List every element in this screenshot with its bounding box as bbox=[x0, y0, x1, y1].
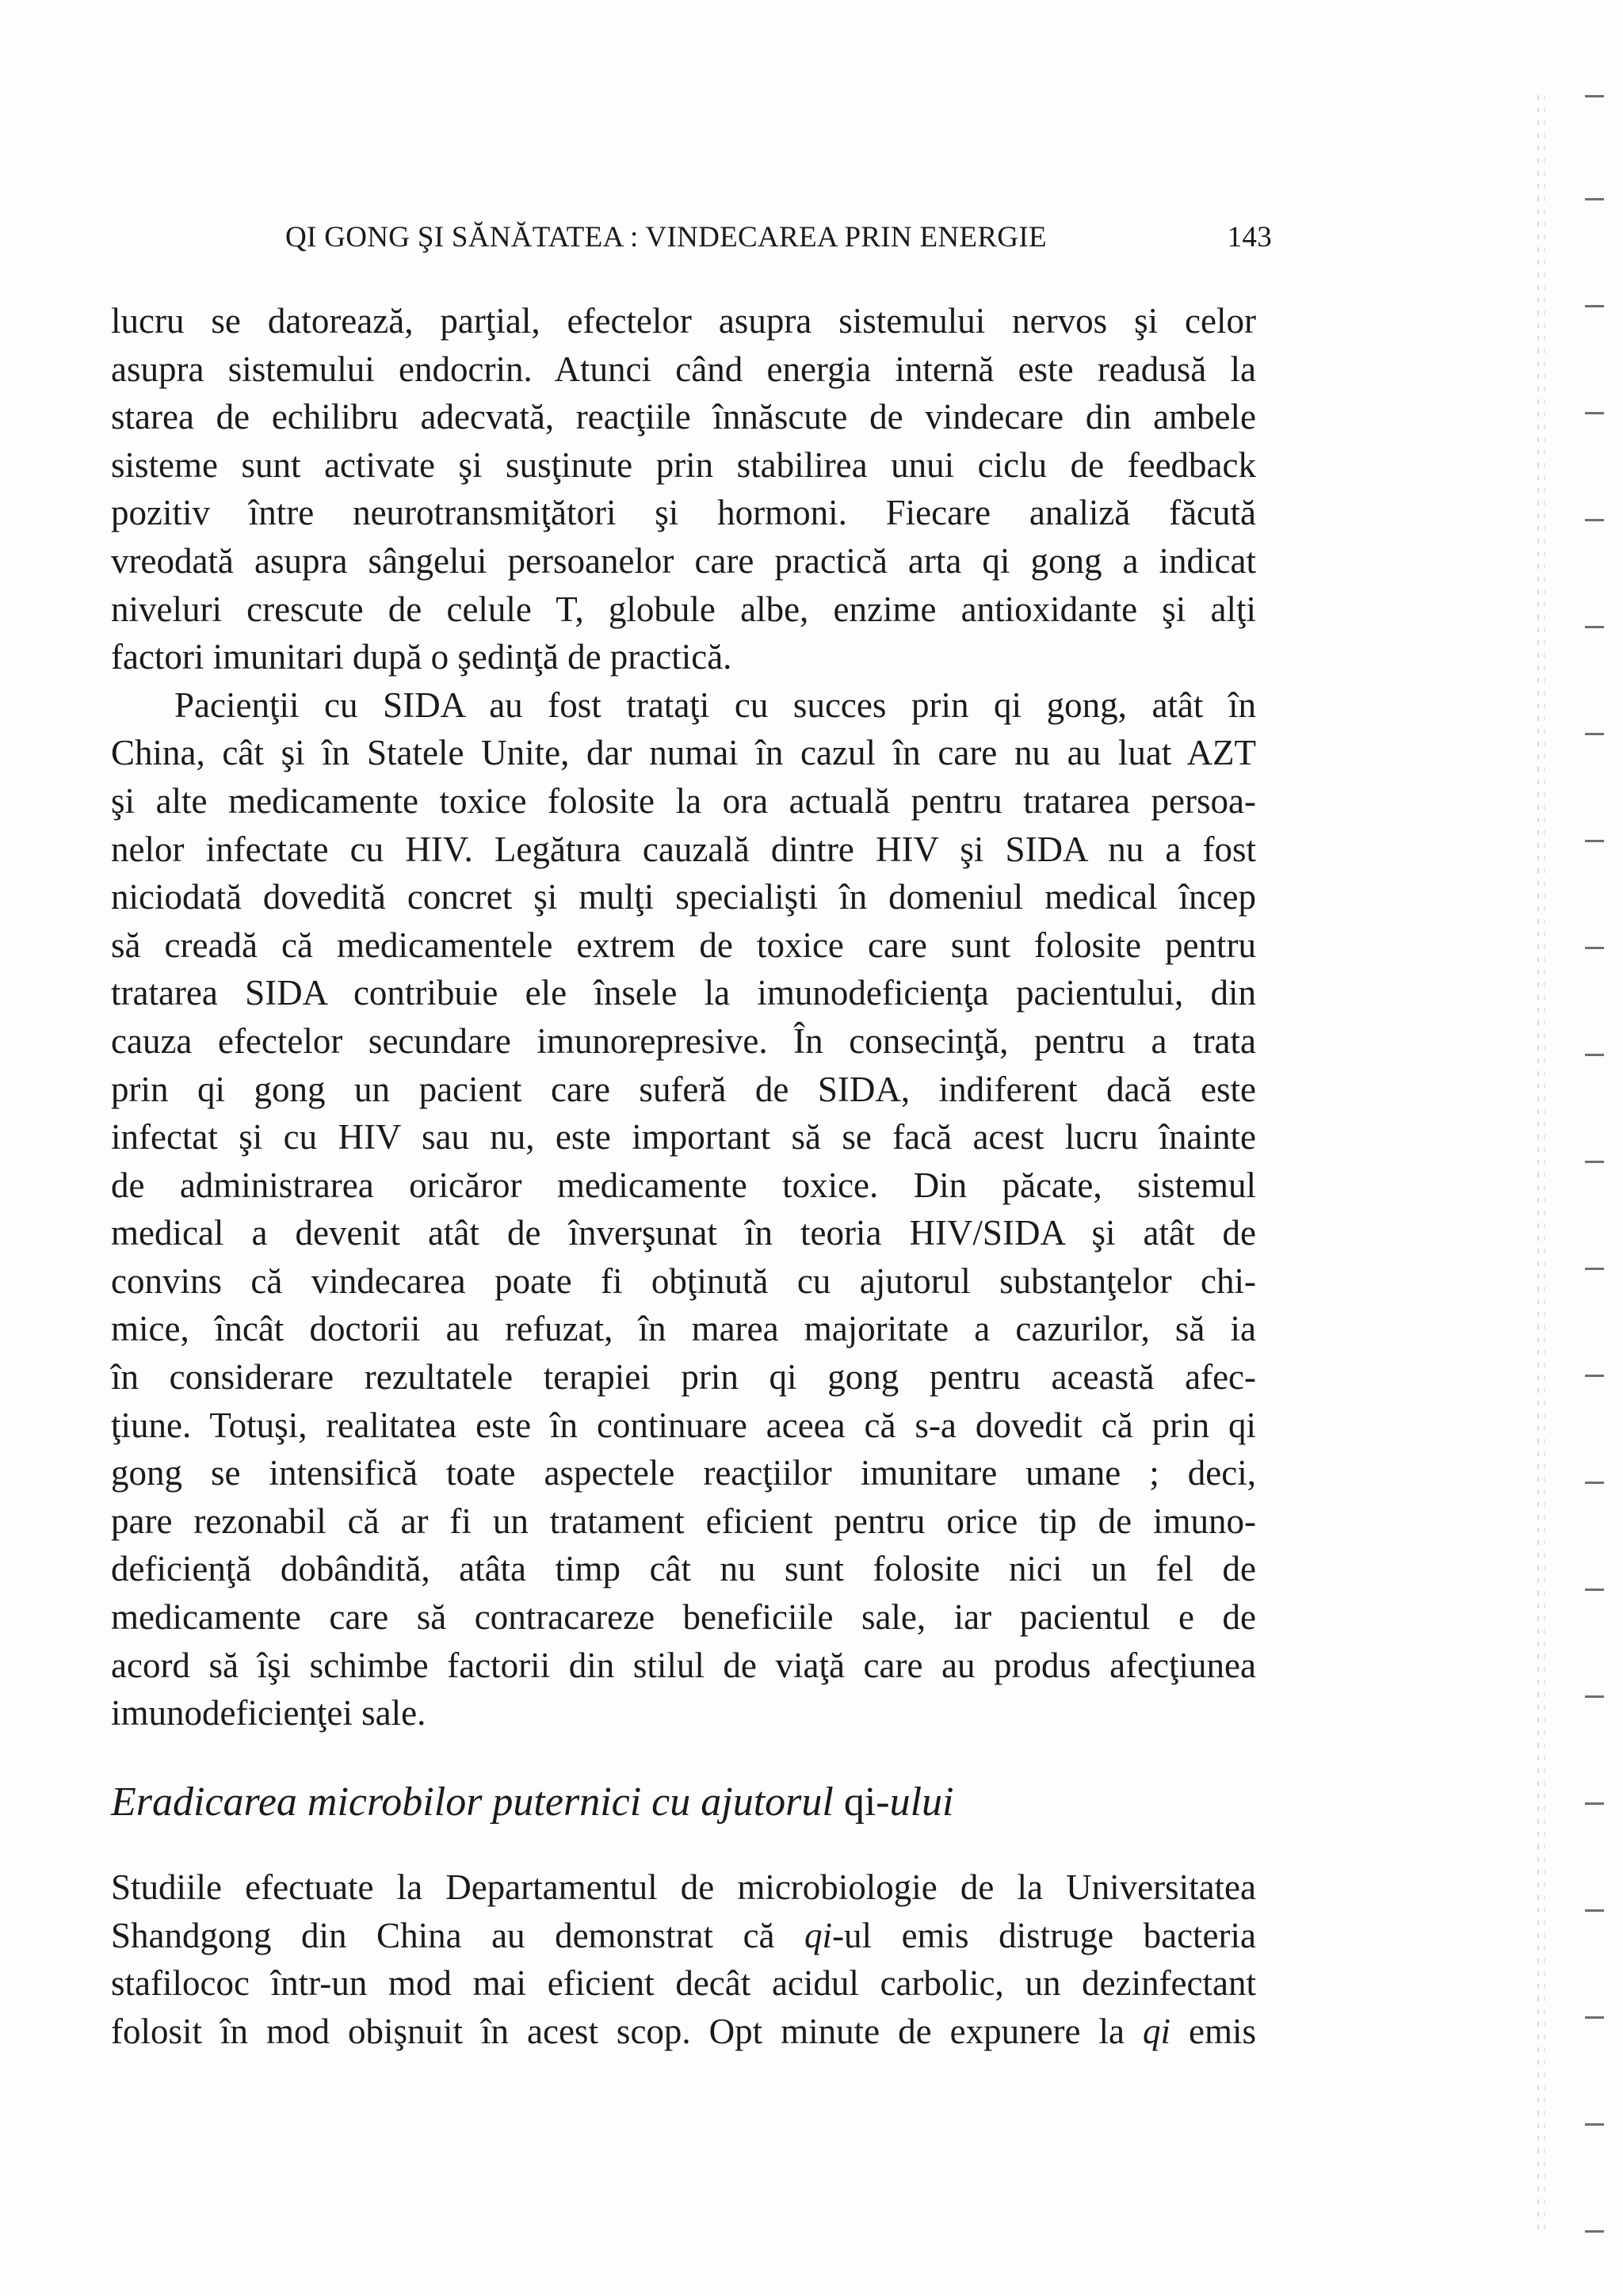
text-line: infectat şi cu HIV sau nu, este important să se facă acest lucru înainte bbox=[111, 1117, 1256, 1158]
italic-term: qi bbox=[804, 1915, 833, 1955]
scan-margin-mark bbox=[1585, 1695, 1604, 1698]
text-run: Shandgong din China au demonstrat că bbox=[111, 1915, 805, 1955]
text-line: vreodată asupra sângelui persoanelor care practică arta qi gong a indicat bbox=[111, 540, 1256, 581]
scan-margin-mark bbox=[1585, 412, 1604, 414]
scan-margin-mark bbox=[1585, 95, 1604, 97]
text-line: în considerare rezultatele terapiei prin qi gong pentru această afec- bbox=[111, 1357, 1256, 1398]
section-paragraph bbox=[111, 1863, 1256, 2055]
text-line bbox=[111, 1912, 1256, 1960]
text-line: medical a devenit atât de înverşunat în teoria HIV/SIDA şi atât de bbox=[111, 1213, 1256, 1253]
scan-margin-mark bbox=[1585, 1375, 1604, 1377]
text-line: mice, încât doctorii au refuzat, în marea majoritate a cazurilor, să ia bbox=[111, 1309, 1256, 1349]
text-run: stafilococ într-un mod mai eficient decât acidul carbolic, un dezinfectant bbox=[111, 1963, 1256, 2004]
scan-margin-mark bbox=[1585, 2016, 1604, 2019]
text-line: pozitiv între neurotransmiţători şi hormoni. Fiecare analiză făcută bbox=[111, 493, 1256, 533]
text-line: niciodată dovedită concret şi mulţi specialişti în domeniul medical încep bbox=[111, 877, 1256, 917]
text-line: prin qi gong un pacient care suferă de SIDA, indiferent dacă este bbox=[111, 1069, 1256, 1109]
text-line bbox=[111, 1959, 1256, 2008]
text-run: -ul emis distruge bacteria bbox=[832, 1915, 1256, 1955]
text-line: convins că vindecarea poate fi obţinută cu ajutorul substanţelor chi- bbox=[111, 1261, 1256, 1301]
text-line: pare rezonabil că ar fi un tratament eficient pentru orice tip de imuno- bbox=[111, 1501, 1256, 1541]
scan-margin-mark bbox=[1585, 626, 1604, 628]
text-line: nelor infectate cu HIV. Legătura cauzală dintre HIV şi SIDA nu a fost bbox=[111, 829, 1256, 869]
text-line bbox=[111, 1863, 1256, 1912]
scan-margin-mark bbox=[1585, 2123, 1604, 2126]
text-line: de administrarea oricăror medicamente toxice. Din păcate, sistemul bbox=[111, 1165, 1256, 1205]
text-line: factori imunitari după o şedinţă de practică. bbox=[111, 637, 732, 677]
text-line: asupra sistemului endocrin. Atunci când energia internă este readusă la bbox=[111, 349, 1256, 389]
page-number: 143 bbox=[1227, 221, 1272, 254]
text-line: ţiune. Totuşi, realitatea este în continuare aceea că s-a dovedit că prin qi bbox=[111, 1405, 1256, 1445]
scan-margin-marks bbox=[1585, 0, 1617, 2296]
section-heading-term: qi bbox=[843, 1779, 876, 1825]
text-run: Studiile efectuate la Departamentul de microbiologie de la Universitatea bbox=[111, 1867, 1256, 1907]
text-line: Pacienţii cu SIDA au fost trataţi cu succes prin qi gong, atât în bbox=[174, 685, 1256, 725]
scan-margin-mark bbox=[1585, 1589, 1604, 1591]
paragraph bbox=[111, 297, 1256, 681]
scan-margin-mark bbox=[1585, 1909, 1604, 1912]
scan-margin-mark bbox=[1585, 840, 1604, 842]
scan-margin-mark bbox=[1585, 733, 1604, 735]
scan-margin-mark bbox=[1585, 1054, 1604, 1056]
running-title: QI GONG ŞI SĂNĂTATEA : VINDECAREA PRIN ENERGIE bbox=[285, 221, 1047, 254]
text-line: starea de echilibru adecvată, reacţiile înnăscute de vindecare din ambele bbox=[111, 397, 1256, 437]
text-line: cauza efectelor secundare imunorepresive. În consecinţă, pentru a trata bbox=[111, 1020, 1256, 1061]
scan-margin-mark bbox=[1585, 1802, 1604, 1805]
scan-margin-mark bbox=[1585, 1161, 1604, 1163]
text-line bbox=[111, 2008, 1256, 2056]
scan-margin-mark bbox=[1585, 1482, 1604, 1484]
scan-margin-shadow bbox=[1544, 95, 1545, 2234]
section-heading-text: Eradicarea microbilor puternici cu ajutorul bbox=[111, 1779, 844, 1825]
text-line: gong se intensifică toate aspectele reacţiilor imunitare umane ; deci, bbox=[111, 1453, 1256, 1493]
text-line: tratarea SIDA contribuie ele însele la imunodeficienţa pacientului, din bbox=[111, 973, 1256, 1013]
text-line: medicamente care să contracareze beneficiile sale, iar pacientul e de bbox=[111, 1597, 1256, 1638]
scan-margin-mark bbox=[1585, 519, 1604, 521]
paragraph bbox=[111, 681, 1256, 1737]
text-line: acord să îşi schimbe factorii din stilul de viaţă care au produs afecţiunea bbox=[111, 1645, 1256, 1685]
text-line: China, cât şi în Statele Unite, dar numai în cazul în care nu au luat AZT bbox=[111, 733, 1256, 773]
scan-margin-shadow bbox=[1537, 95, 1539, 2234]
text-run: folosit în mod obişnuit în acest scop. Opt minute de expunere la bbox=[111, 2011, 1143, 2051]
scan-margin-mark bbox=[1585, 305, 1604, 307]
section-heading bbox=[111, 1779, 954, 1825]
scan-margin-mark bbox=[1585, 198, 1604, 200]
scan-margin-mark bbox=[1585, 1268, 1604, 1270]
text-line: niveluri crescute de celule T, globule albe, enzime antioxidante şi alţi bbox=[111, 589, 1256, 629]
text-line: şi alte medicamente toxice folosite la ora actuală pentru tratarea persoa- bbox=[111, 780, 1256, 821]
text-line: lucru se datorează, parţial, efectelor asupra sistemului nervos şi celor bbox=[111, 301, 1256, 341]
body-text bbox=[111, 297, 1256, 1737]
text-run: emis bbox=[1170, 2011, 1256, 2051]
scan-margin-mark bbox=[1585, 2230, 1604, 2233]
text-line: să creadă că medicamentele extrem de toxice care sunt folosite pentru bbox=[111, 925, 1256, 965]
scan-margin-mark bbox=[1585, 947, 1604, 949]
section-heading-suffix: -ului bbox=[876, 1779, 954, 1825]
text-line: deficienţă dobândită, atâta timp cât nu sunt folosite nici un fel de bbox=[111, 1549, 1256, 1589]
italic-term: qi bbox=[1142, 2011, 1170, 2051]
text-line: imunodeficienţei sale. bbox=[111, 1693, 426, 1733]
text-line: sisteme sunt activate şi susţinute prin stabilirea unui ciclu de feedback bbox=[111, 444, 1256, 485]
